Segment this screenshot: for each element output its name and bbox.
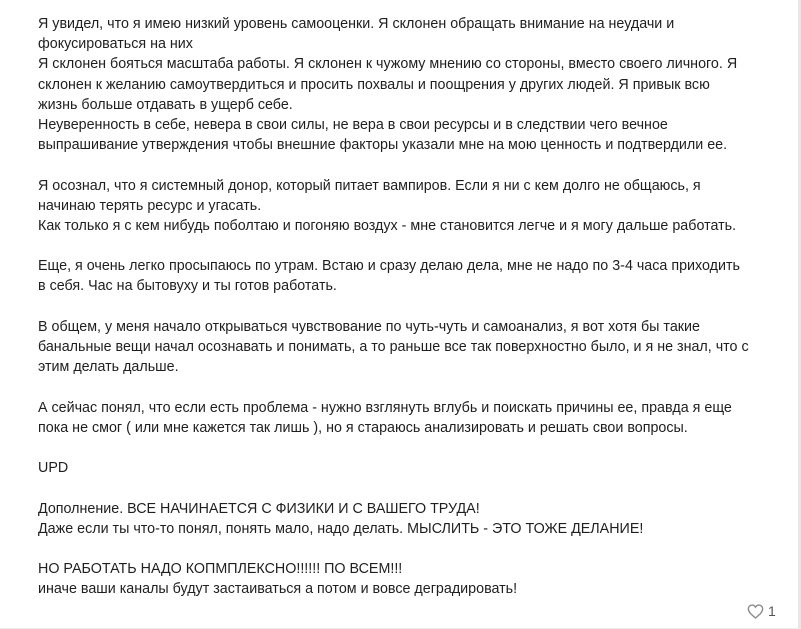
text-line: иначе ваши каналы будут застаиваться а потом и вовсе деградировать! (38, 581, 518, 598)
post-text (38, 14, 783, 599)
heart-outline-icon (747, 604, 764, 619)
like-count: 1 (768, 603, 776, 619)
blank-line (38, 539, 783, 559)
text-line: начинаю терять ресурс и угасать. (38, 197, 262, 214)
text-line: UPD (38, 460, 69, 477)
text-line: в себя. Час на бытовуху и ты готов работать. (38, 278, 337, 295)
text-line: жизнь больше отдавать в ущерб себе. (38, 96, 293, 113)
text-line: Я увидел, что я имею низкий уровень самооценки. Я склонен обращать внимание на неудачи и (38, 16, 675, 32)
text-line: фокусироваться на них (38, 36, 193, 53)
text-line: Неуверенность в себе, невера в свои силы, не вера в свои ресурсы и в следствии чего вечное (38, 116, 668, 133)
blank-line (38, 236, 783, 256)
text-line: А сейчас понял, что если есть проблема - нужно взглянуть вглубь и поискать причины ее, правда я еще (38, 399, 732, 416)
blank-line (38, 438, 783, 458)
like-button[interactable] (747, 600, 776, 622)
text-line: Еще, я очень легко просыпаюсь по утрам. Встаю и сразу делаю дела, мне не надо по 3-4 часа приходить (38, 258, 740, 275)
text-line: Даже если ты что-то понял, понять мало, надо делать. МЫСЛИТЬ - ЭТО ТОЖЕ ДЕЛАНИЕ! (38, 520, 644, 537)
text-line: этим делать дальше. (38, 359, 179, 376)
text-line: Я склонен бояться масштаба работы. Я склонен к чужому мнению со стороны, вместо своего личного. Я (38, 56, 738, 73)
text-line: Как только я с кем нибудь поболтаю и погоняю воздух - мне становится легче и я могу дальше работать. (38, 217, 737, 234)
blank-line (38, 377, 783, 397)
text-line: выпрашивание утверждения чтобы внешние факторы указали мне на мою ценность и подтвердили ее. (38, 137, 728, 154)
text-line: пока не смог ( или мне кажется так лишь ), но я стараюсь анализировать и решать свои вопросы. (38, 419, 688, 436)
text-line: В общем, у меня начало открываться чувствование по чуть-чуть и самоанализ, я вот хотя бы такие (38, 318, 700, 335)
text-line: Дополнение. ВСЕ НАЧИНАЕТСЯ С ФИЗИКИ И С ВАШЕГО ТРУДА! (38, 500, 480, 517)
blank-line (38, 478, 783, 498)
text-line: НО РАБОТАТЬ НАДО КОПМПЛЕКСНО!!!!!! ПО ВСЕМ!!! (38, 561, 403, 578)
blank-line (38, 297, 783, 317)
text-line: Я осознал, что я системный донор, который питает вампиров. Если я ни с кем долго не общаюсь, я (38, 177, 701, 194)
text-line: банальные вещи начал осознавать и понимать, а то раньше все так поверхностно было, и я не знал, что с (38, 339, 749, 355)
text-line: склонен к желанию самоутвердиться и просить похвалы и поощрения у других людей. Я привык всю (38, 76, 710, 93)
blank-line (38, 155, 783, 175)
